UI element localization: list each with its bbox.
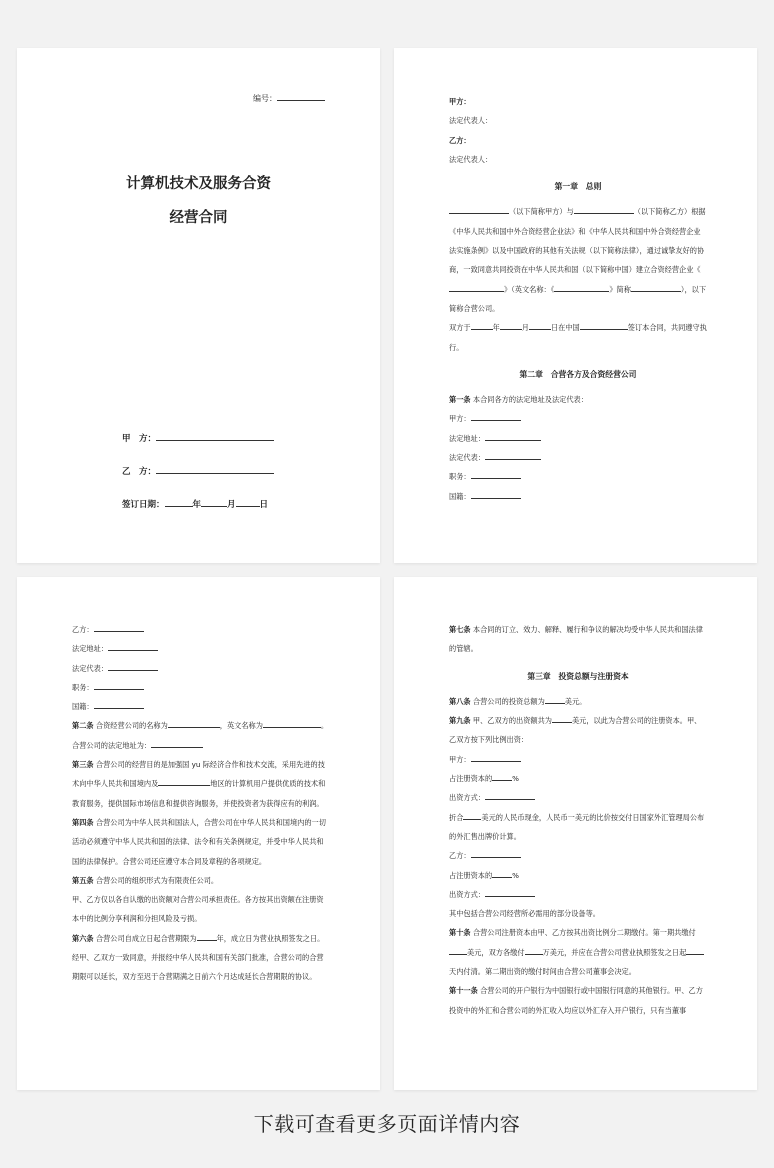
field-label: 法定代表： [72,663,108,673]
text-span: 美元，双方各缴付 [467,947,525,957]
party-a-label: 甲 方： [122,434,157,444]
blank-line [94,623,144,632]
month-label: 月 [227,500,236,510]
blank-line [263,719,321,728]
text-span: ），以下简称合营公司。 [449,284,707,313]
field-label: 出资方式： [449,889,485,899]
article-label: 第九条 [449,716,471,726]
field-label: 出资方式： [449,793,485,803]
article-6 [72,929,330,987]
document-title-line1: 计算机技术及服务合资 [126,176,271,192]
text-span: 合营公司的投资总额为 [472,696,545,706]
field-representative [449,448,707,467]
blank-line [525,946,543,955]
field-nationality [72,697,330,716]
article-9 [449,711,707,750]
party-b-label: 乙 方： [122,467,157,477]
blank-line [485,791,535,800]
text-span: 合营公司为中华人民共和国法人，合营公司在中华人民共和国境内的一切活动必须遵守中华人民共和国的法律、法令和有关条例规定，并受中华人民共和国的法律保护。合营公司还应遵守本合同及章程的各项规定。 [72,817,326,866]
field-label: 占注册资本的 [449,774,493,784]
method-line-b [449,885,707,904]
blank-line [471,753,521,762]
text-span: 本合同各方的法定地址及法定代表： [472,395,588,405]
contract-page-2 [394,48,757,563]
field-label: 国籍： [449,491,471,501]
text-span: 本合同的订立、效力、解释、履行和争议的解决均受中华人民共和国法律的管辖。 [449,625,703,654]
field-label: 甲方： [449,754,471,764]
party-a-signature-line [122,432,274,444]
blank-line [463,811,481,820]
text-span: （以下简称甲方）与 [509,207,574,217]
article-7 [449,620,707,659]
contract-page-4 [394,577,757,1090]
contract-page-3 [17,577,380,1090]
text-span: 年 [492,323,500,333]
field-label: 甲方： [449,414,471,424]
text-span: 日在中国 [550,323,580,333]
percent-sign: % [512,774,519,784]
equipment-note: 其中包括合营公司经营所必需用的部分设备等。 [449,909,600,919]
article-label: 第四条 [72,817,94,827]
article-1 [449,390,707,409]
contract-number-label: 编号： [253,94,277,103]
text-span: 》简称 [609,284,631,294]
text-span: 合营公司的开户银行为中国银行或中国银行同意的其他银行。甲、乙方投资中的外汇和合营公司的外汇收入均应以外汇存入开户银行，只有当董事 [449,986,703,1015]
text-span: 合营公司注册资本由甲、乙方按其出资比例分二期缴付。第一期共缴付 [472,928,696,938]
blank-line [580,321,628,330]
field-address [72,639,330,658]
text-span: 》（英文名称：《 [504,284,555,294]
text-span: 天内付清。第二期出资的缴付时间由合营公司董事会决定。 [449,967,636,977]
blank-line [168,719,220,728]
article-label: 第二条 [72,721,94,731]
field-party-b [449,846,707,865]
text-span: 美元，以此为合营公司的注册资本。 [571,716,687,726]
chapter-1-heading: 第一章 总则 [554,182,602,192]
blank-line [108,662,158,671]
blank-line [449,205,509,214]
article-8 [449,692,707,711]
blank-line [158,777,210,786]
text-span: 签订本合同，共同遵守执行。 [449,323,707,352]
text-span: 合营公司自成立日起合营期限为 [95,933,197,943]
text-span: 。 [320,721,329,731]
article-2 [72,716,330,735]
share-line-a [449,769,707,788]
field-label: 乙方： [449,851,471,861]
contract-cover-page [17,48,380,563]
text-span: 美元。 [564,696,587,706]
text-span: 甲、乙双方的出资额共为 [472,716,552,726]
party-a-heading: 甲方： [449,97,471,106]
field-label: 国籍： [72,702,94,712]
blank-line [686,946,704,955]
text-span: 甲、乙双方按下列比例出资： [449,716,702,745]
field-label: 合营公司的法定地址为： [72,740,152,750]
article-label: 第十一条 [449,986,478,996]
text-span: 《中华人民共和国中外合资经营企业法》和《中华人民共和国中外合资经营企业法实施条例》以及中国政府的其他有关法规（以下简称法律），通过诚挚友好的协商，一致同意共同投资在中华人民共和国（以下简称中国）建立合资经营企业《 [449,226,705,275]
blank-line [554,283,609,292]
field-position [72,678,330,697]
percent-sign: % [512,870,519,880]
signing-paragraph [449,318,707,357]
blank-line [492,772,512,781]
blank-line [471,412,521,421]
article-5-cont: 甲、乙方仅以各自认缴的出资额对合营公司承担责任。各方按其出资额在注册资本中的比例分享利润和分担风险及亏损。 [72,895,324,924]
sign-date-label: 签订日期： [122,500,165,510]
blank-line [108,642,158,651]
article-label: 第七条 [449,625,471,634]
article-4 [72,813,330,871]
document-title-line2: 经营合同 [169,210,228,226]
blank-line [471,321,493,330]
blank-line [449,283,504,292]
field-position [449,467,707,486]
text-span: （以下简称乙方）根据 [633,207,706,217]
page-4-text [449,620,707,1020]
chapter-3-heading: 第三章 投资总额与注册资本 [527,671,629,681]
blank-line [471,490,521,499]
blank-line [485,888,535,897]
blank-line [574,205,634,214]
contract-number-line [253,92,325,104]
blank-line [449,946,467,955]
field-label: 法定地址： [72,644,108,654]
text-span: 年，成立日为营业执照签发之日。经甲、乙双方一致同意，并报经中华人民共和国有关部门批准，合营公司的合营期限可以延长，双方至迟于合营期满之日前六个月达成延长合营期限的协议。 [72,933,325,982]
field-label: 乙方： [72,625,94,634]
article-label: 第五条 [72,875,94,885]
blank-line [485,451,541,460]
field-party-a [449,750,707,769]
blank-line [94,681,144,690]
download-more-footer[interactable]: 下载可查看更多页面详情内容 [253,1112,521,1136]
blank-line [201,498,227,507]
blank-line [197,932,217,941]
field-label: 占注册资本的 [449,870,493,880]
text-span: 合营公司的组织形式为有限责任公司。 [95,875,219,885]
blank-line [156,465,274,474]
day-label: 日 [259,500,269,510]
article-label: 第十条 [449,928,471,938]
party-b-heading: 乙方： [449,135,471,145]
chapter-2-heading: 第二章 合营各方及合资经营公司 [519,369,637,379]
text-span: 月 [521,323,529,333]
convert-paragraph [449,808,707,847]
year-label: 年 [192,500,202,510]
legal-rep-b: 法定代表人： [449,154,493,164]
article-label: 第六条 [72,933,94,943]
blank-line [165,498,193,507]
page-2-text [449,92,707,506]
article-label: 第八条 [449,696,471,706]
article-label: 第三条 [72,760,94,770]
chapter-1-paragraph [449,202,707,318]
article-11 [449,981,707,1020]
text-span: 美元的人民币现金，人民币一美元的比价按交付日国家外汇管理局公布的外汇售出牌价计算。 [449,812,705,841]
field-nationality [449,487,707,506]
field-party-a [449,409,707,428]
text-span: 万美元，并应在合营公司营业执照签发之日起 [542,947,687,957]
blank-line [156,432,274,441]
blank-line [492,869,512,878]
blank-line [94,700,144,709]
page-3-text [72,620,330,987]
blank-line [471,849,521,858]
text-span: 合资经营公司的名称为 [95,721,168,731]
legal-address-line [72,736,330,755]
field-label: 法定代表： [449,453,485,463]
article-10 [449,923,707,981]
article-label: 第一条 [449,395,471,405]
blank-line [552,714,572,723]
method-line-a [449,788,707,807]
blank-line [471,470,521,479]
text-span: 合营公司的经营目的是加强国 yu 际经济合作和技术交流，采用先进的技术向中华人民共和国境内及 [72,760,325,789]
blank-line [545,695,565,704]
text-span: 折合 [449,812,464,822]
sign-date-line [122,498,268,510]
field-party-b [72,620,330,639]
blank-line [500,321,522,330]
blank-line [236,498,260,507]
text-span: 双方于 [449,323,471,333]
field-address [449,429,707,448]
blank-line [485,432,541,441]
blank-line [631,283,681,292]
article-5 [72,871,330,890]
text-span: ，英文名称为 [219,721,263,731]
blank-line [277,92,325,101]
blank-line [529,321,551,330]
field-representative [72,659,330,678]
text-span: 地区的计算机用户提供优质的技术和教育服务，提供国际市场信息和提供咨询服务，并使投资者为获得应有的利润。 [72,779,326,808]
share-line-b [449,866,707,885]
legal-rep-a: 法定代表人： [449,116,493,126]
field-label: 职务： [449,472,471,482]
blank-line [151,739,203,748]
article-3 [72,755,330,813]
field-label: 法定地址： [449,433,485,443]
party-b-signature-line [122,465,274,477]
field-label: 职务： [72,682,94,692]
